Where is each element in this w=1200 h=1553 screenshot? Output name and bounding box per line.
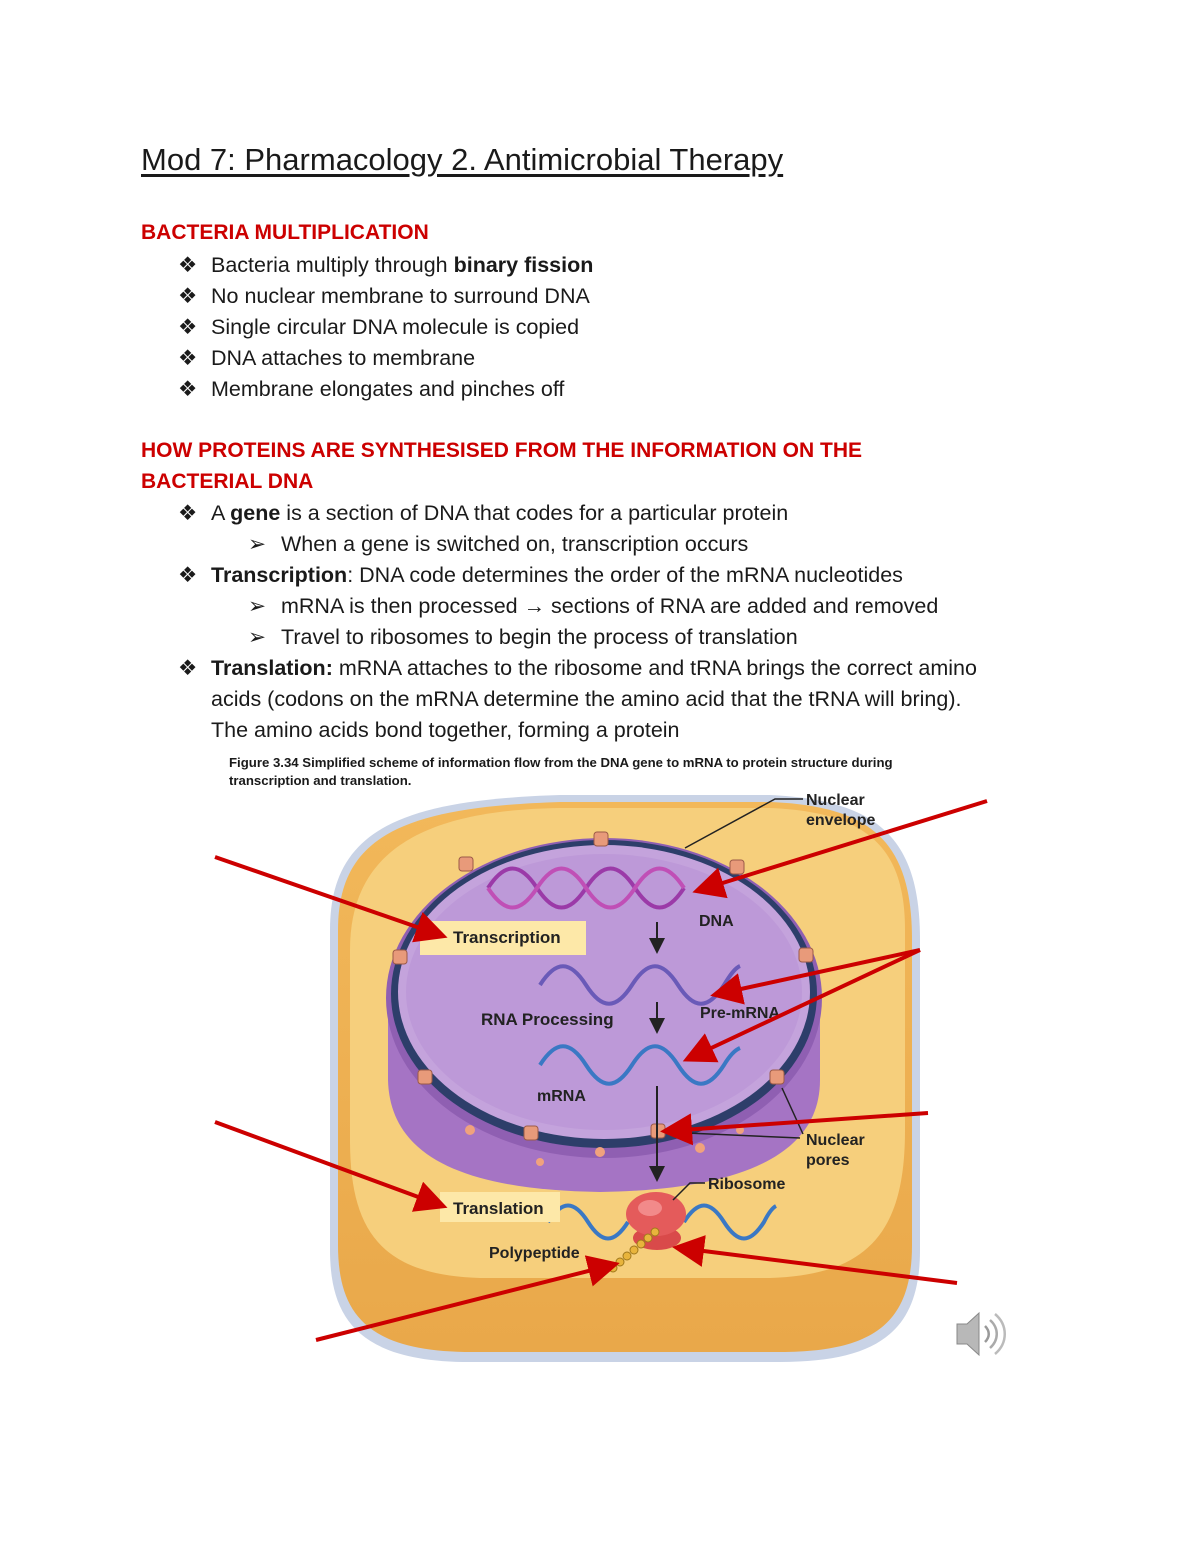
list-item-transcription: ❖ Transcription: DNA code determines the order of the mRNA nucleotides [178,560,903,591]
arrow-bullet-icon: ➢ [248,532,267,556]
label-mrna: mRNA [537,1088,586,1105]
list-item: ❖ Bacteria multiply through binary fission [178,250,593,281]
label-translation: Translation [453,1199,544,1218]
bullet-icon: ❖ [178,315,198,339]
section-heading-protein-synthesis: HOW PROTEINS ARE SYNTHESISED FROM THE INFORMATION ON THE [141,439,863,462]
section-heading-protein-synthesis-line2: BACTERIAL DNA [141,470,314,493]
list-item-gene: ❖ A gene is a section of DNA that codes for a particular protein [178,498,788,529]
ribosome [626,1192,686,1250]
list-item-continuation: The amino acids bond together, forming a protein [211,718,680,742]
bullet-icon: ❖ [178,501,198,525]
arrow-bullet-icon: ➢ [248,625,267,649]
bullet-icon: ❖ [178,346,198,370]
sub-list-item: ➢ When a gene is switched on, transcription occurs [248,529,748,560]
bullet-icon: ❖ [178,253,198,277]
arrow-bullet-icon: ➢ [248,594,267,618]
list-item: ❖ Membrane elongates and pinches off [178,374,564,405]
label-ribosome: Ribosome [708,1176,786,1193]
list-item: ❖ DNA attaches to membrane [178,343,475,374]
list-item: ❖ Single circular DNA molecule is copied [178,312,579,343]
sub-list-item: ➢ Travel to ribosomes to begin the process of translation [248,622,798,653]
page-title: Mod 7: Pharmacology 2. Antimicrobial Therapy [141,142,784,177]
list-item-translation: ❖ Translation: mRNA attaches to the ribosome and tRNA brings the correct amino [178,653,977,684]
bullet-icon: ❖ [178,563,198,587]
label-nuclear-envelope-2: envelope [806,812,876,829]
label-transcription: Transcription [453,928,561,947]
bullet-icon: ❖ [178,656,198,680]
list-item-continuation: acids (codons on the mRNA determine the amino acid that the tRNA will bring). [211,687,962,711]
label-dna: DNA [699,913,734,930]
label-pre-mrna: Pre-mRNA [700,1005,781,1022]
label-rna-processing: RNA Processing [481,1010,614,1029]
speaker-icon[interactable] [957,1313,1005,1355]
list-item: ❖ No nuclear membrane to surround DNA [178,281,590,312]
sub-list-item: ➢ mRNA is then processed → sections of RNA are added and removed [248,591,938,622]
label-polypeptide: Polypeptide [489,1245,580,1262]
bullet-icon: ❖ [178,377,198,401]
label-nuclear-pores: Nuclear [806,1132,865,1149]
section-heading-bacteria-multiplication: BACTERIA MULTIPLICATION [141,221,429,244]
bullet-icon: ❖ [178,284,198,308]
figure-caption: Figure 3.34 Simplified scheme of information flow from the DNA gene to mRNA to protein structure during transcription and translation. [229,755,893,788]
label-nuclear-envelope: Nuclear [806,792,865,809]
label-nuclear-pores-2: pores [806,1152,850,1169]
